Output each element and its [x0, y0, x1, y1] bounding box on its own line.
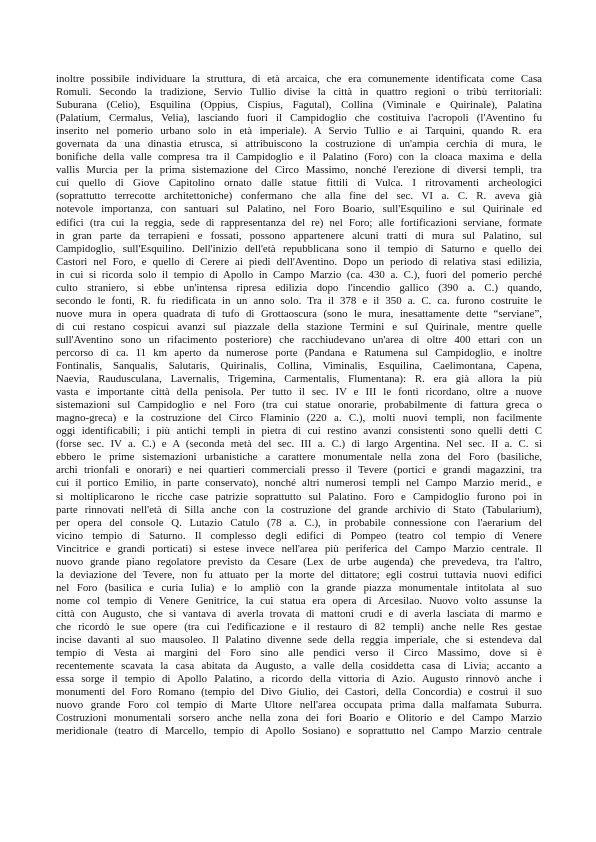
text-line: sistemazioni sul Campidoglio e nel Foro (tra cui statue onorarie, probabilmente di fattura greca o — [56, 399, 542, 412]
text-line: (soprattutto terrecotte architettoniche) confermano che alla fine del sec. VI a. C. R. aveva già — [56, 190, 542, 203]
text-line: parte rinnovati nell'età di Silla anche con la costruzione del grande archivio di Stato (Tabularium), — [56, 503, 542, 516]
text-line: di cui restano cospicui avanzi sul piazzale della stazione Termini e sul Quirinale, mentre quelle — [56, 320, 542, 333]
text-line: recentemente scavata la casa abitata da Augusto, a valle della cosiddetta casa di Livia; accanto a — [56, 660, 542, 673]
text-line: che ricordò le sue opere (tra cui l'edificazione e il restauro di 82 templi) anche nelle Res gestae — [56, 620, 542, 633]
text-line: nel Foro (basilica e curia Iulia) e lo ampliò con la grande piazza monumentale intitolata al suo — [56, 581, 542, 594]
text-line: Campidoglio, sull'Esquilino. Dell'inizio dell'età repubblicana sono il tempio di Saturno e quello dei — [56, 242, 542, 255]
text-line: Suburana (Celio), Esquilina (Oppius, Cispius, Fagutal), Collina (Viminale e Quirinale), Palatina — [56, 99, 542, 112]
text-line: nuovo grande Foro col tempio di Marte Ultore nell'area occupata prima dalla malfamata Suburra. — [56, 699, 542, 712]
text-line: essa sorge il tempio di Apollo Palatino, a ricordo della vittoria di Azio. Augusto rinnovò anche i — [56, 673, 542, 686]
text-line: inserito nel pomerio urbano solo in età imperiale). A Servio Tullio e ai Tarquini, quando R. era — [56, 125, 542, 138]
text-line: archi trionfali e onorari) e nei quartieri commerciali presso il Tevere (portici e grandi magazzini, tra — [56, 464, 542, 477]
text-line: nuove mura in opera quadrata di tufo di Grottaoscura (sono le mura, inesattamente dette “serviane”, — [56, 307, 542, 320]
text-line: Romuli. Secondo la tradizione, Servio Tullio divise la città in quattro regioni o tribù territoriali: — [56, 86, 542, 99]
text-line: percorso di ca. 11 km aperto da numerose porte (Pandana e Ratumena sul Campidoglio, e inoltre — [56, 346, 542, 359]
text-line: monumenti del Foro Romano (tempio del Divo Giulio, dei Castori, della Concordia) e costruì il suo — [56, 686, 542, 699]
text-line: sull'Aventino sono un rifacimento posteriore) che racchiudevano un'area di oltre 400 ettari con un — [56, 333, 542, 346]
text-line: ebbero le prime sistemazioni urbanistiche a carattere monumentale nella zona del Foro (basiliche, — [56, 451, 542, 464]
text-line: (Palatium, Cermalus, Velia), lasciando fuori il Campidoglio che costituiva l'acropoli (l'Aventino fu — [56, 112, 542, 125]
text-line: Castori nel Foro, e quello di Cerere ai piedi dell'Aventino. Dopo un periodo di relativa stasi edilizia, — [56, 255, 542, 268]
text-line: meridionale (teatro di Marcello, tempio di Apollo Sosiano) e soprattutto nel Campo Marzio centrale — [56, 725, 542, 738]
text-line: in cui si ricorda solo il tempio di Apollo in Campo Marzio (ca. 430 a. C.), fuori del pomerio perché — [56, 268, 542, 281]
text-line: incise davanti al suo mausoleo. Il Palatino divenne sede della reggia imperiale, che si estendeva dal — [56, 634, 542, 647]
text-line: nome col tempio di Venere Genitrice, la cui statua era opera di Arcesilao. Nuovo volto assunse la — [56, 594, 542, 607]
text-line: cui il portico Emilio, in parte conservato), nonché altri numerosi templi nel Campo Marzio merid., e — [56, 477, 542, 490]
text-line: nuovo grande piano regolatore previsto da Cesare (Lex de urbe augenda) che prevedeva, tra l'altro, — [56, 555, 542, 568]
text-line: notevole importanza, con santuari sul Palatino, nel Foro Boario, sull'Esquilino e sul Quirinale ed — [56, 203, 542, 216]
text-line: governata da una dinastia etrusca, si attribuiscono la costruzione di un'ampia cerchia di mura, le — [56, 138, 542, 151]
text-line: cui quello di Giove Capitolino ornato dalle statue fittili di Vulca. I ritrovamenti archeologici — [56, 177, 542, 190]
text-line: inoltre possibile individuare la struttura, di età arcaica, che era comunemente identificata come Casa — [56, 73, 542, 85]
text-line: città con Augusto, che si vantava di averla trovata di mattoni crudi e di averla lasciata di marmo e — [56, 607, 542, 620]
text-line: (forse sec. IV a. C.) e A (seconda metà del sec. III a. C.) di largo Argentina. Nel sec. II a. C. si — [56, 438, 542, 451]
text-line: Naevia, Raudusculana, Lavernalis, Trigemina, Carmentalis, Flumentana): R. era già allora la più — [56, 373, 542, 386]
text-line: magno-greca) e la costruzione del Circo Flaminio (220 a. C.), molti nuovi templi, non facilmente — [56, 412, 542, 425]
text-line: oggi identificabili; i più antichi templi in pietra di cui restino avanzi consistenti sono quelli detti C — [56, 425, 542, 438]
text-line: bonifiche della valle compresa tra il Campidoglio e il Palatino (Foro) con la cloaca maxima e della — [56, 151, 542, 164]
body-text — [56, 73, 542, 738]
text-line: tempio di Vesta ai margini del Foro sino alle pendici verso il Circo Massimo, dove si è — [56, 647, 542, 660]
text-line: vasta e importante città della penisola. Per tutto il sec. IV e III le fonti ricordano, oltre a nuove — [56, 386, 542, 399]
text-line: edifici (tra cui la reggia, sede di rappresentanza del re) nel Foro; alle fortificazioni serviane, formate — [56, 216, 542, 229]
text-line: Vincitrice e grandi porticati) si estese invece nell'area più periferica del Campo Marzio centrale. Il — [56, 542, 542, 555]
text-line: Fontinalis, Sanqualis, Salutaris, Quirinalis, Collina, Viminalis, Esquilina, Caelimontana, Capena, — [56, 360, 542, 373]
text-line: vicino tempio di Saturno. Il complesso degli edifici di Pompeo (teatro col tempio di Venere — [56, 529, 542, 542]
text-line: culto straniero, si ebbe un'intensa ripresa edilizia dopo l'incendio gallico (390 a. C.) quando, — [56, 281, 542, 294]
text-line: in gran parte da terrapieni e fossati, possono appartenere alcuni tratti di mura sul Palatino, sul — [56, 229, 542, 242]
text-line: vallis Murcia per la prima sistemazione del Circo Massimo, nonché l'erezione di diversi templi, tra — [56, 164, 542, 177]
text-line: la deviazione del Tevere, non fu attuato per la morte del dittatore; egli costruì tuttavia nuovi edifici — [56, 568, 542, 581]
text-line: per opera del console Q. Lutazio Catulo (78 a. C.), in probabile connessione con l'aerarium del — [56, 516, 542, 529]
text-line: si moltiplicarono le ricche case patrizie soprattutto sul Palatino. Foro e Campidoglio furono poi in — [56, 490, 542, 503]
text-line: secondo le fonti, R. fu riedificata in un anno solo. Tra il 378 e il 350 a. C. ca. furono costruite le — [56, 294, 542, 307]
text-line: Costruzioni monumentali sorsero anche nella zona dei fori Boario e Olitorio e del Campo Marzio — [56, 712, 542, 725]
